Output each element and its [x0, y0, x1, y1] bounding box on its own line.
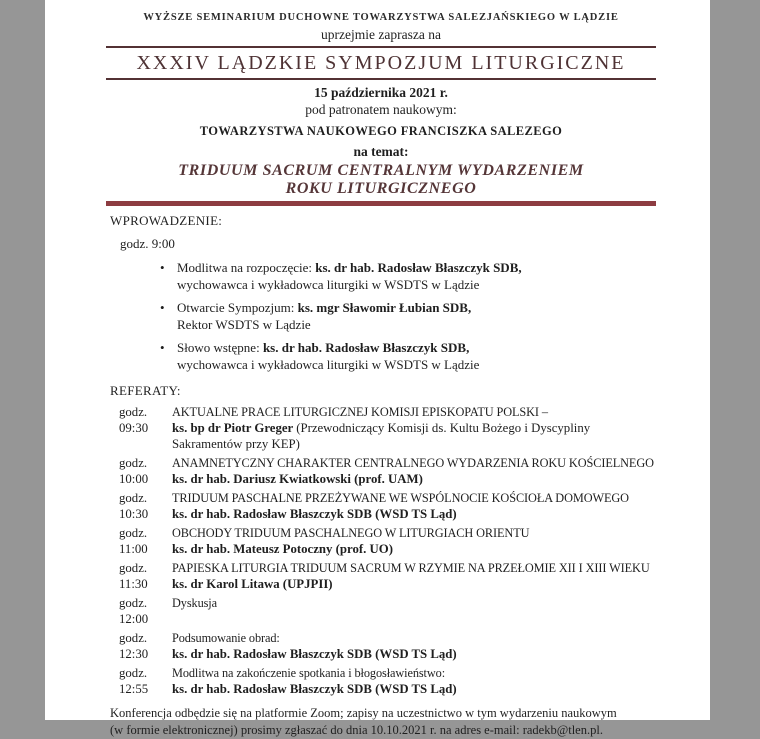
event-date: 15 października 2021 r. — [314, 85, 448, 100]
title-block — [106, 46, 656, 80]
intro-activity: Otwarcie Sympozjum: — [177, 300, 298, 315]
lecture-row — [110, 595, 652, 627]
lecture-title: Dyskusja — [172, 596, 217, 610]
lecture-speaker: ks. dr Karol Litawa (UPJPII) — [172, 577, 333, 591]
introduction-heading: WPROWADZENIE: — [110, 213, 223, 228]
title-rule-top — [106, 46, 656, 48]
intro-item — [160, 299, 652, 333]
topic-title-line2: ROKU LITURGICZNEGO — [285, 180, 477, 197]
lecture-title: Modlitwa na zakończenie spotkania i błogosławieństwo: — [172, 666, 446, 680]
title-rule-bottom — [106, 78, 656, 80]
lecture-speaker: ks. dr hab. Dariusz Kwiatkowski (prof. UAM) — [172, 472, 423, 486]
topic-intro: na temat: — [353, 144, 409, 159]
lecture-speaker: ks. dr hab. Radosław Błaszczyk SDB (WSD TS Ląd) — [172, 682, 457, 696]
intro-description: Rektor WSDTS w Lądzie — [177, 317, 311, 332]
lecture-speaker: ks. dr hab. Radosław Błaszczyk SDB (WSD TS Ląd) — [172, 507, 457, 521]
lecture-row — [110, 490, 652, 522]
lecture-speaker: ks. dr hab. Radosław Błaszczyk SDB (WSD TS Ląd) — [172, 647, 457, 661]
section-divider — [106, 201, 656, 206]
lecture-row — [110, 560, 652, 592]
lecture-time: godz. 12:00 — [119, 596, 149, 626]
lecture-speaker: ks. dr hab. Mateusz Potoczny (prof. UO) — [172, 542, 393, 556]
topic-title-line1: TRIDUUM SACRUM CENTRALNYM WYDARZENIEM — [178, 162, 584, 179]
lecture-time: godz. 10:30 — [119, 491, 149, 521]
footer-line2: (w formie elektronicznej) prosimy zgłaszać do dnia 10.10.2021 r. na adres e-mail: radekb@tlen.pl. — [110, 723, 603, 737]
footer-line1: Konferencja odbędzie się na platformie Zoom; zapisy na uczestnictwo w tym wydarzeniu naukowym — [110, 706, 617, 720]
intro-activity: Słowo wstępne: — [177, 340, 263, 355]
lectures-list — [110, 404, 652, 697]
intro-speaker: ks. mgr Sławomir Łubian SDB, — [297, 300, 472, 315]
lecture-speaker: ks. bp dr Piotr Greger (Przewodniczący Komisji ds. Kultu Bożego i Dyscypliny Sakramentów przy KEP) — [172, 421, 591, 451]
patron-name: TOWARZYSTWA NAUKOWEGO FRANCISZKA SALEZEGO — [199, 124, 563, 138]
lecture-title: Podsumowanie obrad: — [172, 631, 280, 645]
lecture-time: godz. 09:30 — [119, 405, 149, 435]
footer-note — [110, 705, 652, 739]
lecture-row — [110, 404, 652, 452]
intro-activity: Modlitwa na rozpoczęcie: — [177, 260, 316, 275]
bullet-icon — [160, 259, 165, 276]
lecture-title: OBCHODY TRIDUUM PASCHALNEGO W LITURGIACH ORIENTU — [172, 526, 530, 540]
lecture-time: godz. 12:30 — [119, 631, 149, 661]
lecture-title: TRIDUUM PASCHALNE PRZEŻYWANE WE WSPÓLNOCIE KOŚCIOŁA DOMOWEGO — [172, 491, 629, 505]
document-page — [45, 0, 710, 737]
intro-description: wychowawca i wykładowca liturgiki w WSDTS w Lądzie — [177, 357, 480, 372]
lecture-row — [110, 455, 652, 487]
intro-item — [160, 259, 652, 293]
bullet-icon — [160, 339, 165, 356]
intro-speaker: ks. dr hab. Radosław Błaszczyk SDB, — [262, 340, 470, 355]
lecture-title: PAPIESKA LITURGIA TRIDUUM SACRUM W RZYMIE NA PRZEŁOMIE XII I XIII WIEKU — [172, 561, 650, 575]
bullet-icon — [160, 299, 165, 316]
lecture-row — [110, 630, 652, 662]
symposium-title: XXXIV LĄDZKIE SYMPOZJUM LITURGICZNE — [136, 52, 626, 74]
lecture-row — [110, 665, 652, 697]
lecture-time: godz. 10:00 — [119, 456, 149, 486]
introduction-list — [110, 259, 652, 373]
intro-speaker: ks. dr hab. Radosław Błaszczyk SDB, — [315, 260, 522, 275]
patronage-intro: pod patronatem naukowym: — [305, 102, 457, 117]
intro-item — [160, 339, 652, 373]
invitation-line: uprzejmie zaprasza na — [321, 27, 441, 42]
lecture-row — [110, 525, 652, 557]
institution-line: WYŻSZE SEMINARIUM DUCHOWNE TOWARZYSTWA SALEZJAŃSKIEGO W LĄDZIE — [143, 12, 619, 23]
lectures-heading: REFERATY: — [110, 383, 181, 398]
introduction-time: godz. 9:00 — [120, 236, 175, 251]
lecture-title: AKTUALNE PRACE LITURGICZNEJ KOMISJI EPISKOPATU POLSKI – — [172, 405, 548, 419]
lecture-time: godz. 12:55 — [119, 666, 149, 696]
lecture-time: godz. 11:30 — [119, 561, 148, 591]
intro-description: wychowawca i wykładowca liturgiki w WSDTS w Lądzie — [177, 277, 480, 292]
lecture-title: ANAMNETYCZNY CHARAKTER CENTRALNEGO WYDARZENIA ROKU KOŚCIELNEGO — [172, 456, 654, 470]
lecture-time: godz. 11:00 — [119, 526, 148, 556]
